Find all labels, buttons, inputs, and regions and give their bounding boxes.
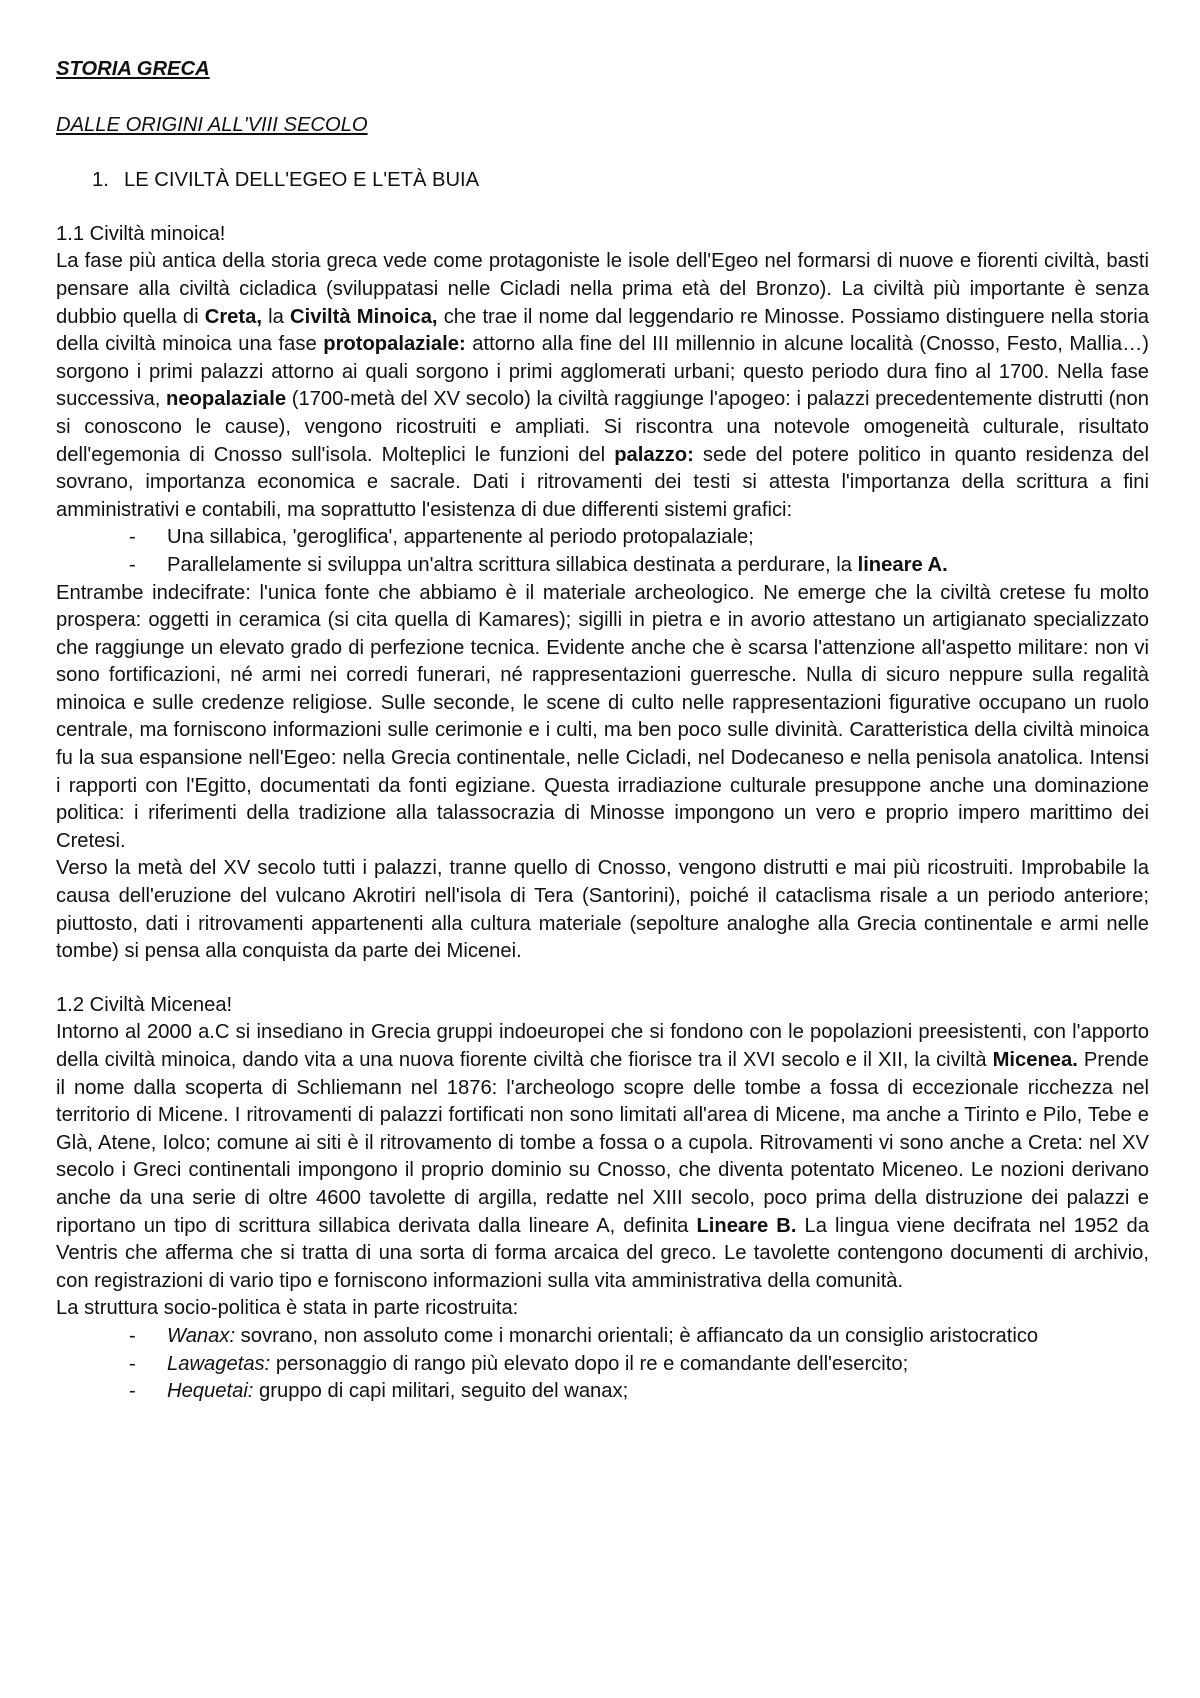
document-page (56, 56, 1149, 1406)
text-run: Intorno al 2000 a.C si insediano in Grecia gruppi indoeuropei che si fondono con le popolazioni preesistenti, con l'apporto della civiltà minoica, dando vita a una nuova fiorente civiltà che fiorisce tra il XVI secolo e il XII, la civiltà (56, 1021, 1149, 1071)
text-run: Prende il nome dalla scoperta di Schliemann nel 1876: l'archeologo scopre delle tombe a fossa di eccezionale ricchezza nel territorio di Micene. I ritrovamenti di palazzi fortificati non sono limitati all'area di Micene, ma anche a Tirinto e Pilo, Tebe e Glà, Atene, Iolco; comune ai siti è il ritrovamento di tombe a fossa o a cupola. Ritrovamenti vi sono anche a Creta: nel XV secolo i Greci continentali impongono il proprio dominio su Cnosso, che diventa potentato Miceneo. Le nozioni derivano anche da una serie di oltre 4600 tavolette di argilla, redatte nel XIII secolo, poco prima della distruzione dei palazzi e riportano un tipo di scrittura sillabica derivata dalla lineare A, definita (56, 1049, 1149, 1237)
list-item-text: sovrano, non assoluto come i monarchi orientali; è affiancato da un consiglio aristocratico (235, 1324, 1039, 1347)
text-run: che trae il nome dal leggendario re Minosse. Possiamo distinguere nella storia della civiltà minoica una fase (56, 305, 1149, 356)
chapter-number: 1. (92, 169, 109, 192)
list-item-text: gruppo di capi militari, seguito del wanax; (253, 1380, 629, 1403)
list-dash: - (129, 1380, 136, 1403)
section-heading-micenea: 1.2 Civiltà Micenea! (56, 993, 233, 1016)
text-run: attorno alla fine del III millennio in alcune località (Cnosso, Festo, Mallia…) sorgono i primi palazzi attorno ai quali sorgono i primi agglomerati urbani; questo periodo dura fino al 1700. Nella fase successiva, (56, 333, 1149, 411)
chapter-title: LE CIVILTÀ DELL'EGEO E L'ETÀ BUIA (124, 169, 480, 192)
list-item (56, 524, 1149, 552)
paragraph-micenea-structure: La struttura socio-politica è stata in parte ricostruita: (56, 1297, 519, 1320)
socio-political-list (56, 1323, 1149, 1406)
bold-term: palazzo: (614, 443, 694, 466)
text-run: (1700-metà del XV secolo) la civiltà raggiunge l'apogeo: i palazzi precedentemente distrutti (non si conoscono le cause), vengono ricostruiti e ampliati. Si riscontra una notevole omogeneità culturale, risultato dell'egemonia di Cnosso sull'isola. Molteplici le funzioni del (56, 388, 1149, 466)
list-item (56, 1351, 1149, 1379)
chapter-heading (56, 167, 1149, 195)
text-run: La fase più antica della storia greca vede come protagoniste le isole dell'Egeo nel formarsi di nuove e fiorenti civiltà, basti pensare alla civiltà cicladica (sviluppatasi nelle Cicladi nella prima età del Bronzo). La civiltà più importante è senza dubbio quella di (56, 250, 1149, 328)
list-item-text: personaggio di rango più elevato dopo il re e comandante dell'esercito; (270, 1352, 909, 1375)
text-run: la (261, 305, 291, 328)
bold-term: Micenea. (992, 1049, 1078, 1071)
paragraph-micenea-intro (56, 1019, 1149, 1295)
paragraph-minoica-intro (56, 248, 1149, 524)
writing-systems-list (56, 524, 1149, 579)
paragraph-minoica-decline: Verso la metà del XV secolo tutti i palazzi, tranne quello di Cnosso, vengono distrutti e mai più ricostruiti. Improbabile la causa dell'eruzione del vulcano Akrotiri nell'isola di Tera (Santorini), poiché il cataclisma risale a un periodo anteriore; piuttosto, dati i ritrovamenti appartenenti alla cultura materiale (sepolture analoghe alla Grecia continentale e armi nelle tombe) si pensa alla conquista da parte dei Micenei. (56, 857, 1149, 963)
list-dash: - (129, 1352, 136, 1375)
text-run: sede del potere politico in quanto residenza del sovrano, importanza economica e sacrale. Dati i ritrovamenti dei testi si attesta l'importanza della scrittura a fini amministrativi e contabili, ma soprattutto l'esistenza di due differenti sistemi grafici: (56, 443, 1149, 521)
list-dash: - (129, 526, 136, 549)
list-item (56, 552, 1149, 580)
document-subtitle: DALLE ORIGINI ALL'VIII SECOLO (56, 113, 368, 136)
italic-term: Lawagetas: (167, 1352, 271, 1375)
bold-term: lineare A. (857, 553, 948, 576)
bold-term: neopalaziale (166, 388, 287, 411)
list-dash: - (129, 553, 136, 576)
document-title: STORIA GRECA (56, 58, 210, 80)
list-item (56, 1323, 1149, 1351)
list-item-text: Parallelamente si sviluppa un'altra scrittura sillabica destinata a perdurare, la (167, 553, 858, 576)
bold-term: Creta, (204, 305, 262, 328)
italic-term: Hequetai: (167, 1380, 254, 1403)
list-dash: - (129, 1324, 136, 1347)
bold-term: Lineare B. (696, 1214, 797, 1237)
bold-term: Civiltà Minoica, (290, 305, 438, 328)
text-run: La lingua viene decifrata nel 1952 da Ventris che afferma che si tratta di una sorta di forma arcaica del greco. Le tavolette contengono documenti di archivio, con registrazioni di vario tipo e forniscono informazioni sulla vita amministrativa della comunità. (56, 1214, 1149, 1292)
italic-term: Wanax: (167, 1324, 236, 1347)
bold-term: protopalaziale: (323, 333, 466, 356)
list-item-text: Una sillabica, 'geroglifica', appartenente al periodo protopalaziale; (167, 526, 754, 549)
paragraph-minoica-archeology: Entrambe indecifrate: l'unica fonte che abbiamo è il materiale archeologico. Ne emerge che la civiltà cretese fu molto prospera: oggetti in ceramica (si cita quella di Kamares); sigilli in pietra e in avorio attestano un artigianato specializzato che raggiunge un elevato grado di perfezione tecnica. Evidente anche che è scarsa l'attenzione all'aspetto militare: non vi sono fortificazioni, né armi nei corredi funerari, né rappresentazioni guerresche. Nulla di sicuro neppure sulla regalità minoica e sulle credenze religiose. Sulle seconde, le scene di culto nelle rappresentazioni figurative occupano un ruolo centrale, ma forniscono informazioni sulle cerimonie e i culti, ma ben poco sulle divinità. Caratteristica della civiltà minoica fu la sua espansione nell'Egeo: nella Grecia continentale, nelle Cicladi, nel Dodecaneso e nella penisola anatolica. Intensi i rapporti con l'Egitto, documentati da fonti egiziane. Questa irradiazione culturale presuppone anche una dominazione politica: i riferimenti della tradizione alla talassocrazia di Minosse impongono un vero e proprio impero marittimo dei Cretesi. (56, 581, 1149, 852)
list-item (56, 1378, 1149, 1406)
section-heading-minoica: 1.1 Civiltà minoica! (56, 222, 226, 245)
